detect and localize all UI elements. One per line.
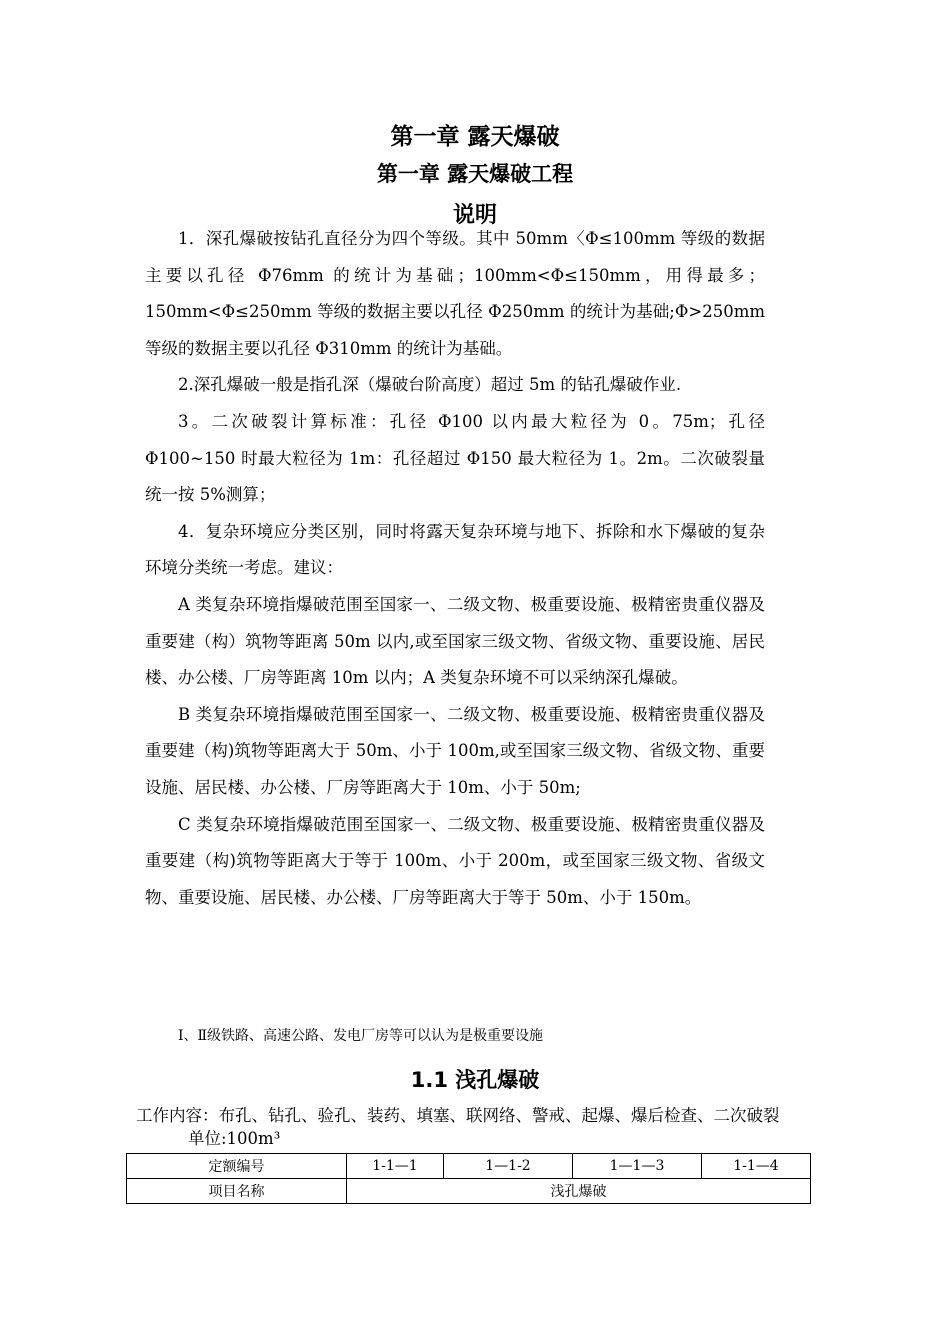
subchapter-title: 第一章 露天爆破工程 xyxy=(376,162,574,186)
table-row xyxy=(127,1179,811,1204)
quota-code-cell: 1-1—1 xyxy=(347,1154,444,1179)
paragraph-c-class: C 类复杂环境指爆破范围至国家一、二级文物、极重要设施、极精密贵重仪器及重要建（构)筑物等距离大于等于 100m、小于 200m，或至国家三级文物、省级文物、重要设施、居民楼、办公楼、厂房等距离大于等于 50m、小于 150m。 xyxy=(145,814,765,907)
paragraph-a-class: A 类复杂环境指爆破范围至国家一、二级文物、极重要设施、极精密贵重仪器及重要建（构）筑物等距离 50m 以内,或至国家三级文物、省级文物、重要设施、居民楼、办公楼、厂房等距离 10m 以内；A 类复杂环境不可以采纳深孔爆破。 xyxy=(145,594,765,688)
notes-title: 说明 xyxy=(452,203,497,228)
table-row xyxy=(127,1154,811,1179)
quota-code-cell: 1-1—4 xyxy=(702,1154,811,1179)
paragraph-4: 4．复杂环境应分类区别，同时将露天复杂环境与地下、拆除和水下爆破的复杂环境分类统一考虑。建议： xyxy=(145,521,765,578)
quota-table xyxy=(126,1153,811,1204)
table-header-cell: 定额编号 xyxy=(127,1154,347,1179)
work-content xyxy=(136,1104,786,1150)
paragraph-b-class: B 类复杂环境指爆破范围至国家一、二级文物、极重要设施、极精密贵重仪器及重要建（构)筑物等距离大于 50m、小于 100m,或至国家三级文物、省级文物、重要设施、居民楼、办公楼、厂房等距离大于 10m、小于 50m; xyxy=(145,704,765,797)
quota-code-cell: 1—1—3 xyxy=(573,1154,702,1179)
paragraph-2: 2.深孔爆破一般是指孔深（爆破台阶高度）超过 5m 的钻孔爆破作业. xyxy=(178,375,682,395)
quota-code-cell: 1—1-2 xyxy=(444,1154,573,1179)
unit-label: 单位:100m³ xyxy=(188,1129,281,1148)
paragraph-3: 3。二次破裂计算标准：孔径 Φ100 以内最大粒径为 0。75m；孔径 Φ100~150 时最大粒径为 1m：孔径超过 Φ150 最大粒径为 1。2m。二次破裂量统一按 5%测算； xyxy=(145,411,765,505)
work-content-text: 工作内容：布孔、钻孔、验孔、装药、填塞、联网络、警戒、起爆、爆后检查、二次破裂 xyxy=(136,1106,780,1125)
notes-body xyxy=(145,221,765,916)
chapter-title: 第一章 露天爆破 xyxy=(390,124,560,150)
facility-note: Ⅰ、Ⅱ级铁路、高速公路、发电厂房等可以认为是极重要设施 xyxy=(178,1028,544,1044)
table-header-cell: 项目名称 xyxy=(127,1179,347,1204)
section-title: 1.1 浅孔爆破 xyxy=(410,1068,540,1092)
item-name-cell: 浅孔爆破 xyxy=(347,1179,811,1204)
paragraph-1: 1．深孔爆破按钻孔直径分为四个等级。其中 50mm〈Φ≤100mm 等级的数据主要以孔径 Φ76mm 的统计为基础；100mm<Φ≤150mm，用得最多；150mm<Φ≤250mm 等级的数据主要以孔径 Φ250mm 的统计为基础;Φ>250mm 等级的数据主要以孔径 Φ310mm 的统计为基础。 xyxy=(145,229,765,358)
